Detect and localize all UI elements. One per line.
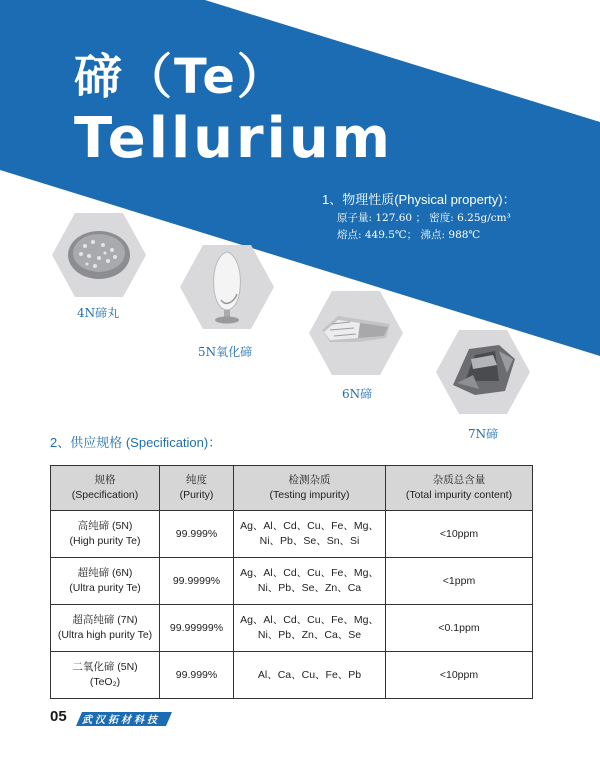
- cell-impurity: Ag、Al、Cd、Cu、Fe、Mg、 Ni、Pb、Zn、Ca、Se: [234, 605, 386, 652]
- physical-property-line-2: 熔点: 449.5℃； 沸点: 988℃: [337, 229, 481, 241]
- physical-property-heading: 1、物理性质(Physical property)：: [322, 192, 516, 207]
- cell-total: <1ppm: [386, 558, 533, 605]
- company-name: 武汉拓材科技: [82, 715, 160, 726]
- table-row: [51, 605, 533, 652]
- sample-tile-7n-crystal: [435, 329, 531, 415]
- table-header-row: [51, 466, 533, 511]
- tellurium-oxide-powder-icon: [179, 244, 275, 330]
- cell-total: <10ppm: [386, 511, 533, 558]
- cell-total: <10ppm: [386, 652, 533, 699]
- cell-impurity: Al、Ca、Cu、Fe、Pb: [234, 652, 386, 699]
- specification-heading: 2、供应规格 (Specification)：: [50, 435, 222, 450]
- cell-specification: 超纯碲 (6N) (Ultra purity Te): [51, 558, 160, 605]
- cell-impurity: Ag、Al、Cd、Cu、Fe、Mg、 Ni、Pb、Se、Sn、Si: [234, 511, 386, 558]
- cell-specification: 二氧化碲 (5N) (TeO₂): [51, 652, 160, 699]
- physical-property-line-1: 原子量: 127.60 ； 密度: 6.25g/cm³: [337, 212, 511, 224]
- cell-purity: 99.999%: [160, 652, 234, 699]
- header-total-impurity: 杂质总含量 (Total impurity content): [386, 466, 533, 511]
- cell-purity: 99.9999%: [160, 558, 234, 605]
- header-specification: 规格 (Specification): [51, 466, 160, 511]
- sample-caption-5n: 5N氧化碲: [198, 345, 253, 359]
- tellurium-chunk-icon: [308, 290, 404, 376]
- header-testing-impurity: 检测杂质 (Testing impurity): [234, 466, 386, 511]
- tellurium-pellets-icon: [51, 212, 147, 298]
- cell-total: <0.1ppm: [386, 605, 533, 652]
- table-row: [51, 558, 533, 605]
- cell-purity: 99.999%: [160, 511, 234, 558]
- specification-table: [50, 465, 533, 699]
- cell-purity: 99.99999%: [160, 605, 234, 652]
- cell-specification: 超高纯碲 (7N) (Ultra high purity Te): [51, 605, 160, 652]
- table-row: [51, 511, 533, 558]
- sample-tile-4n-pellets: [51, 212, 147, 298]
- cell-specification: 高纯碲 (5N) (High purity Te): [51, 511, 160, 558]
- title-english: Tellurium: [74, 106, 394, 171]
- header-purity: 纯度 (Purity): [160, 466, 234, 511]
- table-row: [51, 652, 533, 699]
- sample-caption-4n: 4N碲丸: [77, 306, 120, 320]
- sample-tile-5n-oxide: [179, 244, 275, 330]
- sample-caption-6n: 6N碲: [342, 387, 373, 401]
- sample-caption-7n: 7N碲: [468, 427, 499, 441]
- page-number: 05: [50, 708, 67, 725]
- title-chinese: 碲（Te）: [74, 49, 287, 105]
- tellurium-crystal-icon: [435, 329, 531, 415]
- sample-tile-6n-chunk: [308, 290, 404, 376]
- cell-impurity: Ag、Al、Cd、Cu、Fe、Mg、 Ni、Pb、Se、Zn、Ca: [234, 558, 386, 605]
